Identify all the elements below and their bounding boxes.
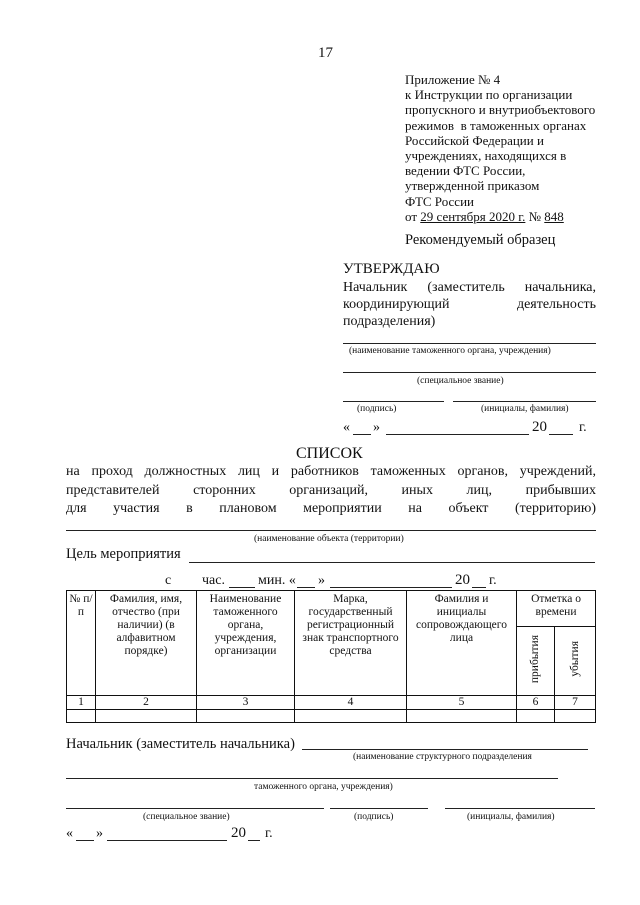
approve-name-caption: (инициалы, фамилия) [481, 404, 569, 414]
division-caption: (наименование структурного подразделения [353, 752, 532, 762]
time-minutes: мин. « [258, 573, 296, 588]
time-from: с [165, 573, 172, 588]
footer-org-line [66, 778, 558, 779]
table-cell[interactable] [67, 710, 96, 723]
approve-title: УТВЕРЖДАЮ [343, 261, 440, 277]
list-table [66, 590, 596, 723]
header-departure: убытия [568, 641, 581, 677]
header-escort: Фамилия и инициалы сопровождающего лица [407, 591, 517, 696]
column-number: 4 [295, 696, 407, 710]
footer-name-line [445, 808, 595, 809]
appendix-line: ФТС России [405, 193, 474, 209]
list-description-line2: представителей сторонних организаций, иных лиц, прибывших [66, 483, 596, 498]
footer-date-close: » [96, 826, 103, 841]
column-number: 2 [96, 696, 197, 710]
approve-month-line [386, 434, 529, 435]
appendix-line: к Инструкции по организации [405, 87, 573, 103]
approve-year-suffix: г. [579, 420, 587, 435]
appendix-date-line [405, 209, 605, 224]
footer-month-line [107, 840, 227, 841]
appendix-line: Приложение № 4 [405, 72, 501, 87]
table-cell[interactable] [96, 710, 197, 723]
order-date: 29 сентября 2020 г. [420, 208, 526, 224]
purpose-line [189, 562, 595, 563]
footer-rank-caption: (специальное звание) [143, 812, 230, 822]
footer-day-line [76, 840, 94, 841]
footer-sign-line [330, 808, 428, 809]
header-num: № п/п [67, 591, 96, 696]
time-hours: час. [202, 573, 225, 588]
time-month-line [330, 587, 452, 588]
list-description-line1: на проход должностных лиц и работников таможенных органов, учреждений, [66, 464, 596, 479]
object-caption: (наименование объекта (территории) [254, 534, 404, 544]
column-number: 3 [197, 696, 295, 710]
header-arrival-cell [517, 627, 555, 696]
appendix-block [405, 72, 605, 224]
footer-year-prefix: 20 [231, 825, 246, 841]
approve-rank-caption: (специальное звание) [417, 376, 504, 386]
approve-rank-line [343, 372, 596, 373]
time-day-line [297, 587, 315, 588]
column-number: 1 [67, 696, 96, 710]
appendix-line: Российской Федерации и [405, 132, 544, 148]
division-line [302, 749, 588, 750]
time-year-line [472, 587, 486, 588]
recommended-sample: Рекомендуемый образец [405, 232, 556, 248]
page-number: 17 [318, 45, 333, 61]
table-cell[interactable] [555, 710, 596, 723]
list-description-line3: для участия в плановом мероприятии на объект (территорию) [66, 501, 596, 516]
table-cell[interactable] [407, 710, 517, 723]
appendix-line: пропускного и внутриобъектового [405, 102, 596, 118]
approve-date-open: « [343, 420, 350, 435]
date-prefix: от [405, 208, 421, 224]
header-org: Наименование таможенного органа, учреждения, организации [197, 591, 295, 696]
appendix-line: ведении ФТС России, [405, 163, 526, 179]
chief-label: Начальник (заместитель начальника) [66, 736, 295, 752]
appendix-line: режимов в таможенных органах [405, 117, 587, 133]
footer-date-open: « [66, 826, 73, 841]
time-hours-line [229, 587, 255, 588]
approve-date-close: » [373, 420, 380, 435]
table-cell[interactable] [295, 710, 407, 723]
table-number-row [67, 696, 596, 710]
table-cell[interactable] [197, 710, 295, 723]
approve-year-line [549, 434, 573, 435]
header-name: Фамилия, имя, отчество (при наличии) (в алфавитном порядке) [96, 591, 197, 696]
approve-org-line [343, 343, 596, 344]
footer-sign-caption: (подпись) [354, 812, 394, 822]
time-year: 20 [455, 572, 470, 588]
header-vehicle: Марка, государственный регистрационный знак транспортного средства [295, 591, 407, 696]
table-header-row [67, 591, 596, 627]
header-time-mark: Отметка о времени [517, 591, 596, 627]
table-row [67, 710, 596, 723]
order-number: 848 [544, 208, 564, 224]
column-number: 7 [555, 696, 596, 710]
column-number: 5 [407, 696, 517, 710]
approve-position-line1: Начальник (заместитель начальника, [343, 280, 596, 295]
time-close: » [318, 573, 325, 588]
number-prefix: № [525, 208, 545, 224]
approve-sign-line [343, 401, 444, 402]
appendix-line: учреждениях, находящихся в [405, 148, 567, 164]
column-number: 6 [517, 696, 555, 710]
approve-day-line [353, 434, 371, 435]
purpose-label: Цель мероприятия [66, 546, 181, 562]
header-arrival: прибытия [529, 634, 541, 684]
approve-sign-caption: (подпись) [357, 404, 397, 414]
footer-rank-line [66, 808, 324, 809]
header-departure-cell [555, 627, 596, 696]
list-title: СПИСОК [296, 445, 363, 462]
approve-position-line3: подразделения) [343, 314, 436, 329]
approve-name-line [453, 401, 596, 402]
approve-org-caption: (наименование таможенного органа, учреждения) [349, 346, 551, 356]
footer-year-line [248, 840, 260, 841]
appendix-line: утвержденной приказом [405, 178, 540, 194]
approve-year-prefix: 20 [532, 419, 547, 435]
approve-position-line2: координирующий деятельность [343, 297, 596, 312]
footer-name-caption: (инициалы, фамилия) [467, 812, 555, 822]
object-line [66, 530, 596, 531]
table-cell[interactable] [517, 710, 555, 723]
footer-org-caption: таможенного органа, учреждения) [254, 782, 393, 792]
time-year-suffix: г. [489, 573, 497, 588]
footer-year-suffix: г. [265, 826, 273, 841]
